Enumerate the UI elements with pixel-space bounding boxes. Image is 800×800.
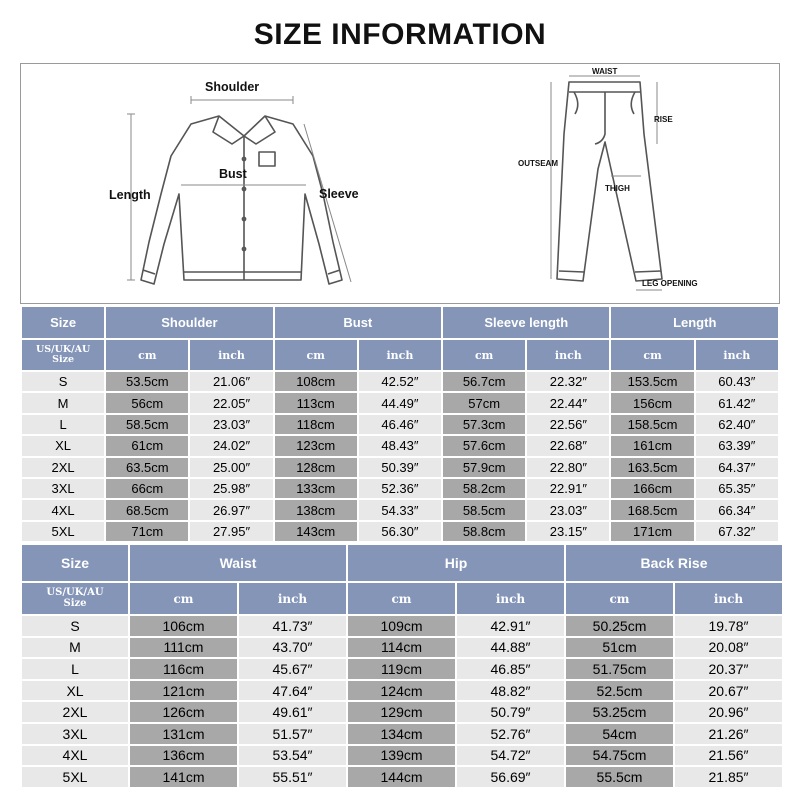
shirt-drawing — [141, 116, 342, 284]
unit-inch-header: inch — [675, 583, 782, 614]
inch-value-cell: 43.70″ — [239, 638, 346, 658]
inch-value-cell: 52.76″ — [457, 724, 564, 744]
table-row — [22, 522, 778, 541]
table-row — [22, 702, 782, 722]
hip-header: Hip — [348, 545, 564, 581]
size-cell: 2XL — [22, 702, 128, 722]
inch-value-cell: 55.51″ — [239, 767, 346, 787]
cm-value-cell: 133cm — [275, 479, 357, 498]
inch-value-cell: 25.00″ — [190, 458, 272, 477]
inch-value-cell: 21.56″ — [675, 746, 782, 766]
inch-value-cell: 46.85″ — [457, 659, 564, 679]
size-cell: XL — [22, 436, 104, 455]
inch-value-cell: 48.82″ — [457, 681, 564, 701]
inch-value-cell: 27.95″ — [190, 522, 272, 541]
inch-value-cell: 21.26″ — [675, 724, 782, 744]
size-header: Size — [22, 307, 104, 338]
cm-value-cell: 114cm — [348, 638, 455, 658]
inch-value-cell: 67.32″ — [696, 522, 778, 541]
cm-value-cell: 111cm — [130, 638, 237, 658]
inch-value-cell: 22.44″ — [527, 393, 609, 412]
inch-value-cell: 53.54″ — [239, 746, 346, 766]
hem-line — [635, 271, 661, 272]
size-cell: 5XL — [22, 767, 128, 787]
cm-value-cell: 57.3cm — [443, 415, 525, 434]
unit-cm-header: cm — [275, 340, 357, 370]
shirt-body-outline — [141, 116, 342, 284]
cm-value-cell: 58.2cm — [443, 479, 525, 498]
cm-value-cell: 58.8cm — [443, 522, 525, 541]
cm-value-cell: 106cm — [130, 616, 237, 636]
back-rise-header: Back Rise — [566, 545, 782, 581]
inch-value-cell: 62.40″ — [696, 415, 778, 434]
inch-value-cell: 22.05″ — [190, 393, 272, 412]
size-cell: 4XL — [22, 746, 128, 766]
inch-value-cell: 44.88″ — [457, 638, 564, 658]
cm-value-cell: 109cm — [348, 616, 455, 636]
shoulder-label: Shoulder — [205, 80, 260, 94]
table-row — [22, 458, 778, 477]
inch-value-cell: 42.91″ — [457, 616, 564, 636]
size-cell: 5XL — [22, 522, 104, 541]
top-table-body — [22, 372, 778, 541]
region-size-label: Size — [63, 597, 87, 609]
size-cell: S — [22, 616, 128, 636]
size-cell: S — [22, 372, 104, 391]
pants-measure-lines — [551, 76, 662, 290]
cm-value-cell: 57.6cm — [443, 436, 525, 455]
cm-value-cell: 54cm — [566, 724, 673, 744]
rise-label: RISE — [654, 115, 673, 124]
inch-value-cell: 61.42″ — [696, 393, 778, 412]
bust-label: Bust — [219, 167, 247, 181]
cm-value-cell: 166cm — [611, 479, 693, 498]
cm-value-cell: 171cm — [611, 522, 693, 541]
unit-cm-header: cm — [348, 583, 455, 614]
region-label: US/UK/AU — [35, 344, 91, 356]
cm-value-cell: 53.5cm — [106, 372, 188, 391]
shirt-cuff — [143, 270, 155, 274]
inch-value-cell: 64.37″ — [696, 458, 778, 477]
size-cell: 2XL — [22, 458, 104, 477]
cm-value-cell: 57cm — [443, 393, 525, 412]
top-size-table — [20, 305, 780, 543]
inch-value-cell: 50.79″ — [457, 702, 564, 722]
shirt-measure-lines — [127, 96, 351, 282]
cm-value-cell: 58.5cm — [443, 500, 525, 519]
inch-value-cell: 54.72″ — [457, 746, 564, 766]
inch-value-cell: 22.80″ — [527, 458, 609, 477]
waist-label: WAIST — [592, 67, 618, 76]
shirt-pocket — [259, 152, 275, 166]
cm-value-cell: 51.75cm — [566, 659, 673, 679]
table-row — [22, 659, 782, 679]
cm-value-cell: 116cm — [130, 659, 237, 679]
cm-value-cell: 139cm — [348, 746, 455, 766]
region-size-label: Size — [52, 354, 75, 365]
cm-value-cell: 156cm — [611, 393, 693, 412]
table-row — [22, 724, 782, 744]
table-row — [22, 393, 778, 412]
cm-value-cell: 113cm — [275, 393, 357, 412]
sleeve-label: Sleeve — [319, 187, 359, 201]
fly-line — [595, 92, 605, 144]
cm-value-cell: 128cm — [275, 458, 357, 477]
inch-value-cell: 46.46″ — [359, 415, 441, 434]
size-cell: M — [22, 393, 104, 412]
cm-value-cell: 129cm — [348, 702, 455, 722]
cm-value-cell: 124cm — [348, 681, 455, 701]
size-cell: L — [22, 415, 104, 434]
inch-value-cell: 22.91″ — [527, 479, 609, 498]
table-row — [22, 638, 782, 658]
cm-value-cell: 61cm — [106, 436, 188, 455]
inch-value-cell: 65.35″ — [696, 479, 778, 498]
leg-opening-label: LEG OPENING — [642, 279, 698, 288]
cm-value-cell: 71cm — [106, 522, 188, 541]
front-pocket — [631, 92, 635, 114]
inch-value-cell: 20.08″ — [675, 638, 782, 658]
unit-cm-header: cm — [106, 340, 188, 370]
inch-value-cell: 63.39″ — [696, 436, 778, 455]
inch-value-cell: 51.57″ — [239, 724, 346, 744]
bottom-size-table — [20, 543, 784, 789]
inch-value-cell: 56.69″ — [457, 767, 564, 787]
region-label: US/UK/AU — [46, 587, 104, 598]
bust-header: Bust — [275, 307, 441, 338]
pants-drawing — [557, 82, 662, 281]
inch-value-cell: 48.43″ — [359, 436, 441, 455]
table-row — [22, 746, 782, 766]
cm-value-cell: 55.5cm — [566, 767, 673, 787]
garment-illustration — [21, 64, 780, 304]
unit-inch-header: inch — [239, 583, 346, 614]
inch-value-cell: 49.61″ — [239, 702, 346, 722]
top-table-group-header-row — [22, 307, 778, 338]
bottom-table-group-header-row — [22, 545, 782, 581]
cm-value-cell: 158.5cm — [611, 415, 693, 434]
region-size-header — [22, 340, 104, 370]
table-row — [22, 372, 778, 391]
inch-value-cell: 23.03″ — [527, 500, 609, 519]
unit-inch-header: inch — [696, 340, 778, 370]
size-cell: M — [22, 638, 128, 658]
cm-value-cell: 143cm — [275, 522, 357, 541]
cm-value-cell: 58.5cm — [106, 415, 188, 434]
cm-value-cell: 141cm — [130, 767, 237, 787]
table-row — [22, 767, 782, 787]
inch-value-cell: 22.32″ — [527, 372, 609, 391]
bottom-table-unit-header-row — [22, 583, 782, 614]
cm-value-cell: 118cm — [275, 415, 357, 434]
inch-value-cell: 54.33″ — [359, 500, 441, 519]
inch-value-cell: 21.06″ — [190, 372, 272, 391]
front-pocket — [574, 92, 578, 114]
inch-value-cell: 20.67″ — [675, 681, 782, 701]
cm-value-cell: 126cm — [130, 702, 237, 722]
sleeve-length-header: Sleeve length — [443, 307, 609, 338]
unit-inch-header: inch — [359, 340, 441, 370]
sleeve-measure-line — [304, 124, 351, 282]
inch-value-cell: 47.64″ — [239, 681, 346, 701]
inch-value-cell: 22.68″ — [527, 436, 609, 455]
inch-value-cell: 24.02″ — [190, 436, 272, 455]
waist-header: Waist — [130, 545, 346, 581]
cm-value-cell: 134cm — [348, 724, 455, 744]
region-size-header — [22, 583, 128, 614]
cm-value-cell: 123cm — [275, 436, 357, 455]
inch-value-cell: 50.39″ — [359, 458, 441, 477]
cm-value-cell: 54.75cm — [566, 746, 673, 766]
cm-value-cell: 131cm — [130, 724, 237, 744]
size-header: Size — [22, 545, 128, 581]
unit-inch-header: inch — [457, 583, 564, 614]
inch-value-cell: 22.56″ — [527, 415, 609, 434]
pants-outline — [557, 82, 662, 281]
unit-inch-header: inch — [190, 340, 272, 370]
shirt-cuff — [328, 270, 340, 274]
size-cell: 4XL — [22, 500, 104, 519]
cm-value-cell: 56.7cm — [443, 372, 525, 391]
table-row — [22, 616, 782, 636]
page-title: SIZE INFORMATION — [253, 18, 547, 51]
inch-value-cell: 26.97″ — [190, 500, 272, 519]
unit-cm-header: cm — [611, 340, 693, 370]
inch-value-cell: 25.98″ — [190, 479, 272, 498]
inch-value-cell: 66.34″ — [696, 500, 778, 519]
cm-value-cell: 168.5cm — [611, 500, 693, 519]
length-header: Length — [611, 307, 778, 338]
shoulder-header: Shoulder — [106, 307, 272, 338]
cm-value-cell: 63.5cm — [106, 458, 188, 477]
cm-value-cell: 53.25cm — [566, 702, 673, 722]
table-row — [22, 681, 782, 701]
unit-cm-header: cm — [566, 583, 673, 614]
cm-value-cell: 153.5cm — [611, 372, 693, 391]
inch-value-cell: 20.96″ — [675, 702, 782, 722]
unit-cm-header: cm — [130, 583, 237, 614]
table-row — [22, 479, 778, 498]
table-row — [22, 436, 778, 455]
size-cell: 3XL — [22, 479, 104, 498]
inch-value-cell: 21.85″ — [675, 767, 782, 787]
cm-value-cell: 51cm — [566, 638, 673, 658]
cm-value-cell: 136cm — [130, 746, 237, 766]
cm-value-cell: 68.5cm — [106, 500, 188, 519]
inch-value-cell: 52.36″ — [359, 479, 441, 498]
hem-line — [559, 271, 584, 272]
inch-value-cell: 23.15″ — [527, 522, 609, 541]
table-row — [22, 415, 778, 434]
inch-value-cell: 60.43″ — [696, 372, 778, 391]
table-row — [22, 500, 778, 519]
cm-value-cell: 161cm — [611, 436, 693, 455]
cm-value-cell: 52.5cm — [566, 681, 673, 701]
outseam-label: OUTSEAM — [518, 159, 558, 168]
cm-value-cell: 138cm — [275, 500, 357, 519]
inch-value-cell: 41.73″ — [239, 616, 346, 636]
cm-value-cell: 144cm — [348, 767, 455, 787]
inch-value-cell: 44.49″ — [359, 393, 441, 412]
garment-diagram — [20, 63, 780, 304]
inch-value-cell: 45.67″ — [239, 659, 346, 679]
inch-value-cell: 19.78″ — [675, 616, 782, 636]
inch-value-cell: 42.52″ — [359, 372, 441, 391]
cm-value-cell: 121cm — [130, 681, 237, 701]
thigh-label: THIGH — [605, 184, 630, 193]
top-table-unit-header-row — [22, 340, 778, 370]
length-label: Length — [109, 188, 151, 202]
unit-inch-header: inch — [527, 340, 609, 370]
cm-value-cell: 108cm — [275, 372, 357, 391]
cm-value-cell: 119cm — [348, 659, 455, 679]
cm-value-cell: 50.25cm — [566, 616, 673, 636]
cm-value-cell: 66cm — [106, 479, 188, 498]
cm-value-cell: 56cm — [106, 393, 188, 412]
size-cell: 3XL — [22, 724, 128, 744]
unit-cm-header: cm — [443, 340, 525, 370]
cm-value-cell: 57.9cm — [443, 458, 525, 477]
inch-value-cell: 23.03″ — [190, 415, 272, 434]
cm-value-cell: 163.5cm — [611, 458, 693, 477]
inch-value-cell: 56.30″ — [359, 522, 441, 541]
inch-value-cell: 20.37″ — [675, 659, 782, 679]
bottom-table-body — [22, 616, 782, 787]
size-cell: XL — [22, 681, 128, 701]
size-cell: L — [22, 659, 128, 679]
